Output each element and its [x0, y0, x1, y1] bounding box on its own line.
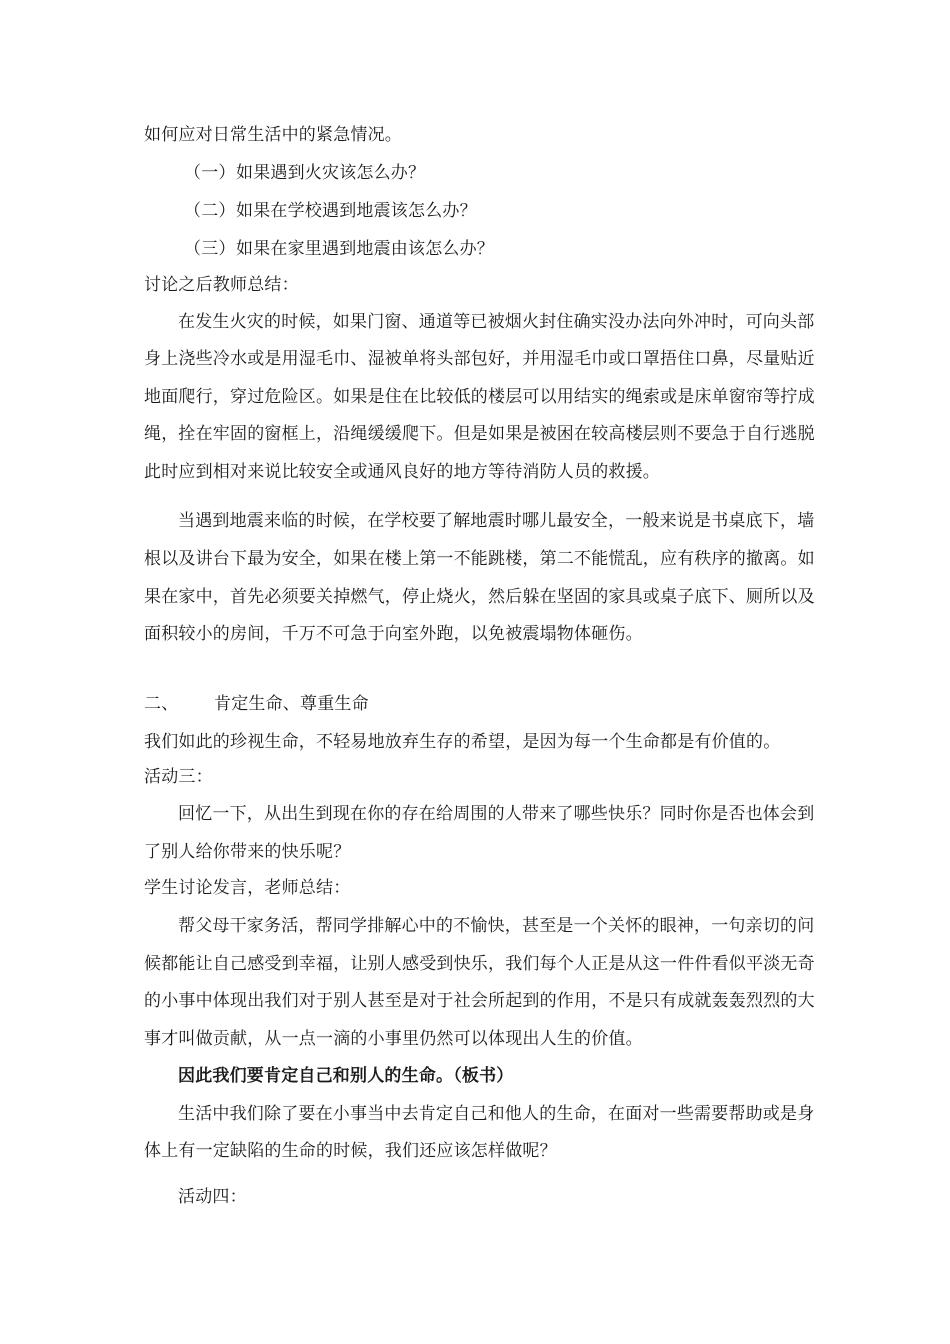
- quake-para-line: 果在家中，首先必须要关掉燃气，停止烧火，然后躲在坚固的家具或桌子底下、厕所以及: [144, 587, 815, 607]
- fire-para-line: 地面爬行，穿过危险区。如果是住在比较低的楼层可以用结实的绳索或是床单窗帘等拧成: [144, 387, 815, 407]
- section-title: 肯定生命、尊重生命: [214, 694, 369, 714]
- activity-3-line: 回忆一下，从出生到现在你的存在给周围的人带来了哪些快乐？同时你是否也体会到: [178, 804, 815, 824]
- section-2-heading: [144, 693, 369, 715]
- help-para-line: 事才叫做贡献，从一点一滴的小事里仍然可以体现出人生的价值。: [144, 1029, 643, 1049]
- fire-para-line: 绳，拴在牢固的窗框上，沿绳缓缓爬下。但是如果是被困在较高楼层则不要急于自行逃脱: [144, 424, 815, 444]
- question-text: 如果在学校遇到地震该怎么办？: [236, 201, 477, 221]
- summary-label: 讨论之后教师总结：: [144, 275, 299, 295]
- discussion-label: 学生讨论发言，老师总结：: [144, 878, 351, 898]
- quake-para-line: 根以及讲台下最为安全，如果在楼上第一不能跳楼，第二不能慌乱，应有秩序的撤离。如: [144, 549, 815, 569]
- question-number: （二）: [184, 201, 236, 221]
- activity-3-label: 活动三：: [144, 767, 213, 787]
- fire-para-line: 在发生火灾的时候，如果门窗、通道等已被烟火封住确实没办法向外冲时，可向头部: [178, 312, 815, 332]
- intro-line: 如何应对日常生活中的紧急情况。: [144, 125, 402, 145]
- section-number: 二、: [144, 694, 179, 714]
- question-number: （三）: [184, 239, 236, 259]
- help-para-line: 帮父母干家务活，帮同学排解心中的不愉快，甚至是一个关怀的眼神，一句亲切的问: [178, 916, 815, 936]
- help-para-line: 候都能让自己感受到幸福，让别人感受到快乐，我们每个人正是从这一件件看似平淡无奇: [144, 954, 815, 974]
- board-note: 因此我们要肯定自己和别人的生命。（板书）: [178, 1066, 514, 1086]
- quake-para-line: 面积较小的房间，千万不可急于向室外跑，以免被震塌物体砸伤。: [144, 624, 643, 644]
- fire-para-line: 身上浇些冷水或是用湿毛巾、湿被单将头部包好，并用湿毛巾或口罩捂住口鼻，尽量贴近: [144, 349, 815, 369]
- life-para-line: 生活中我们除了要在小事当中去肯定自己和他人的生命，在面对一些需要帮助或是身: [178, 1104, 815, 1124]
- activity-4-label: 活动四：: [178, 1187, 247, 1207]
- activity-3-line: 了别人给你带来的快乐呢？: [144, 842, 351, 862]
- question-number: （一）: [184, 163, 236, 183]
- help-para-line: 的小事中体现出我们对于别人甚至是对于社会所起到的作用，不是只有成就轰轰烈烈的大: [144, 991, 815, 1011]
- question-text: 如果遇到火灾该怎么办？: [236, 163, 426, 183]
- section-2-intro: 我们如此的珍视生命，不轻易地放弃生存的希望，是因为每一个生命都是有价值的。: [144, 732, 781, 752]
- life-para-line: 体上有一定缺陷的生命的时候，我们还应该怎样做呢？: [144, 1141, 557, 1161]
- question-text: 如果在家里遇到地震由该怎么办？: [236, 239, 494, 259]
- question-1: [184, 162, 425, 184]
- question-2: [184, 200, 477, 222]
- quake-para-line: 当遇到地震来临的时候，在学校要了解地震时哪儿最安全，一般来说是书桌底下，墙: [178, 511, 815, 531]
- question-3: [184, 238, 494, 260]
- fire-para-line: 此时应到相对来说比较安全或通风良好的地方等待消防人员的救援。: [144, 462, 660, 482]
